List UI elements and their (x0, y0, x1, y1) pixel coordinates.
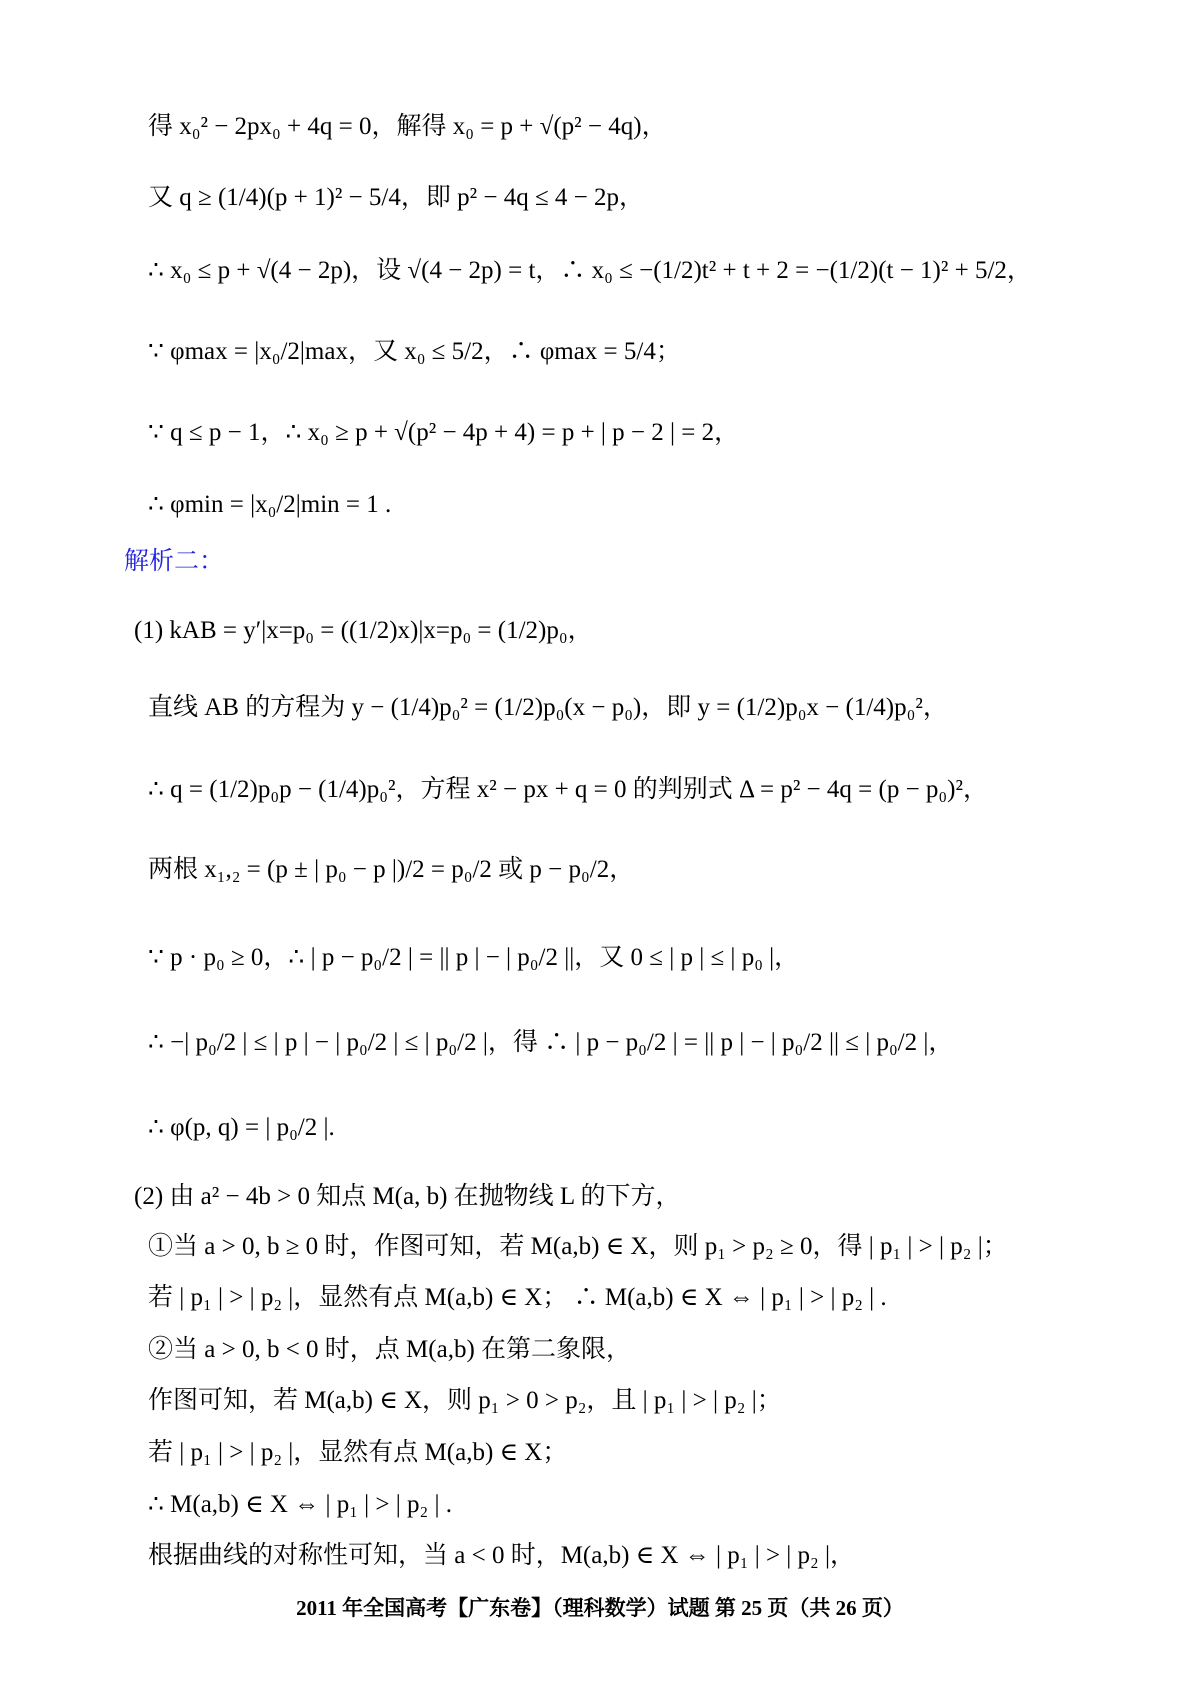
part-2-line-3: 若 | p₁ | > | p₂ |，显然有点 M(a,b) ∈ X； ∴ M(a,b) ∈ X ⇔ | p₁ | > | p₂ | . (148, 1284, 887, 1311)
solution-line-5: ∵ q ≤ p − 1，∴ x₀ ≥ p + √(p² − 4p + 4) = p + | p − 2 | = 2， (148, 419, 740, 446)
part-1-line-1: (1) kAB = y′|x=p₀ = ((1/2)x)|x=p₀ = (1/2)p₀， (134, 617, 593, 644)
part-2-line-2: ①当 a > 0, b ≥ 0 时，作图可知，若 M(a,b) ∈ X，则 p₁ > p₂ ≥ 0，得 | p₁ | > | p₂ |； (148, 1233, 1008, 1260)
solution-line-1: 得 x₀² − 2px₀ + 4q = 0，解得 x₀ = p + √(p² − 4q)， (148, 113, 667, 140)
solution-line-4: ∵ φmax = |x₀/2|max，又 x₀ ≤ 5/2，∴ φmax = 5/4； (148, 338, 681, 365)
part-1-line-6: ∴ −| p₀/2 | ≤ | p | − | p₀/2 | ≤ | p₀/2 |，得 ∴ | p − p₀/2 | = || p | − | p₀/2 || ≤ | p₀/2 |， (148, 1029, 954, 1056)
part-2-line-8: 根据曲线的对称性可知，当 a < 0 时，M(a,b) ∈ X ⇔ | p₁ | > | p₂ |， (148, 1542, 856, 1569)
solution-line-6: ∴ φmin = |x₀/2|min = 1 . (148, 491, 392, 518)
part-2-line-5: 作图可知，若 M(a,b) ∈ X，则 p₁ > 0 > p₂，且 | p₁ | > | p₂ |； (148, 1387, 782, 1414)
page-footer: 2011 年全国高考【广东卷】（理科数学）试题 第 25 页（共 26 页） (296, 1596, 904, 1620)
solution-line-2: 又 q ≥ (1/4)(p + 1)² − 5/4，即 p² − 4q ≤ 4 − 2p， (148, 184, 645, 211)
section-heading-method-two: 解析二： (124, 548, 225, 575)
part-2-line-4: ②当 a > 0, b < 0 时，点 M(a,b) 在第二象限， (148, 1336, 632, 1363)
part-1-line-4: 两根 x₁,₂ = (p ± | p₀ − p |)/2 = p₀/2 或 p − p₀/2， (148, 856, 635, 883)
part-1-line-7: ∴ φ(p, q) = | p₀/2 |. (148, 1114, 335, 1141)
part-1-line-5: ∵ p · p₀ ≥ 0，∴ | p − p₀/2 | = || p | − | p₀/2 ||，又 0 ≤ | p | ≤ | p₀ |， (148, 944, 800, 971)
part-1-line-2: 直线 AB 的方程为 y − (1/4)p₀² = (1/2)p₀(x − p₀)，即 y = (1/2)p₀x − (1/4)p₀²， (148, 694, 948, 721)
part-2-line-1: (2) 由 a² − 4b > 0 知点 M(a, b) 在抛物线 L 的下方， (134, 1183, 681, 1210)
part-2-line-6: 若 | p₁ | > | p₂ |，显然有点 M(a,b) ∈ X； (148, 1439, 568, 1466)
solution-line-3: ∴ x₀ ≤ p + √(4 − 2p)，设 √(4 − 2p) = t，∴ x₀ ≤ −(1/2)t² + t + 2 = −(1/2)(t − 1)² + 5/2， (148, 257, 1032, 284)
part-2-line-7: ∴ M(a,b) ∈ X ⇔ | p₁ | > | p₂ | . (148, 1491, 452, 1518)
part-1-line-3: ∴ q = (1/2)p₀p − (1/4)p₀²，方程 x² − px + q = 0 的判别式 Δ = p² − 4q = (p − p₀)²， (148, 776, 988, 803)
